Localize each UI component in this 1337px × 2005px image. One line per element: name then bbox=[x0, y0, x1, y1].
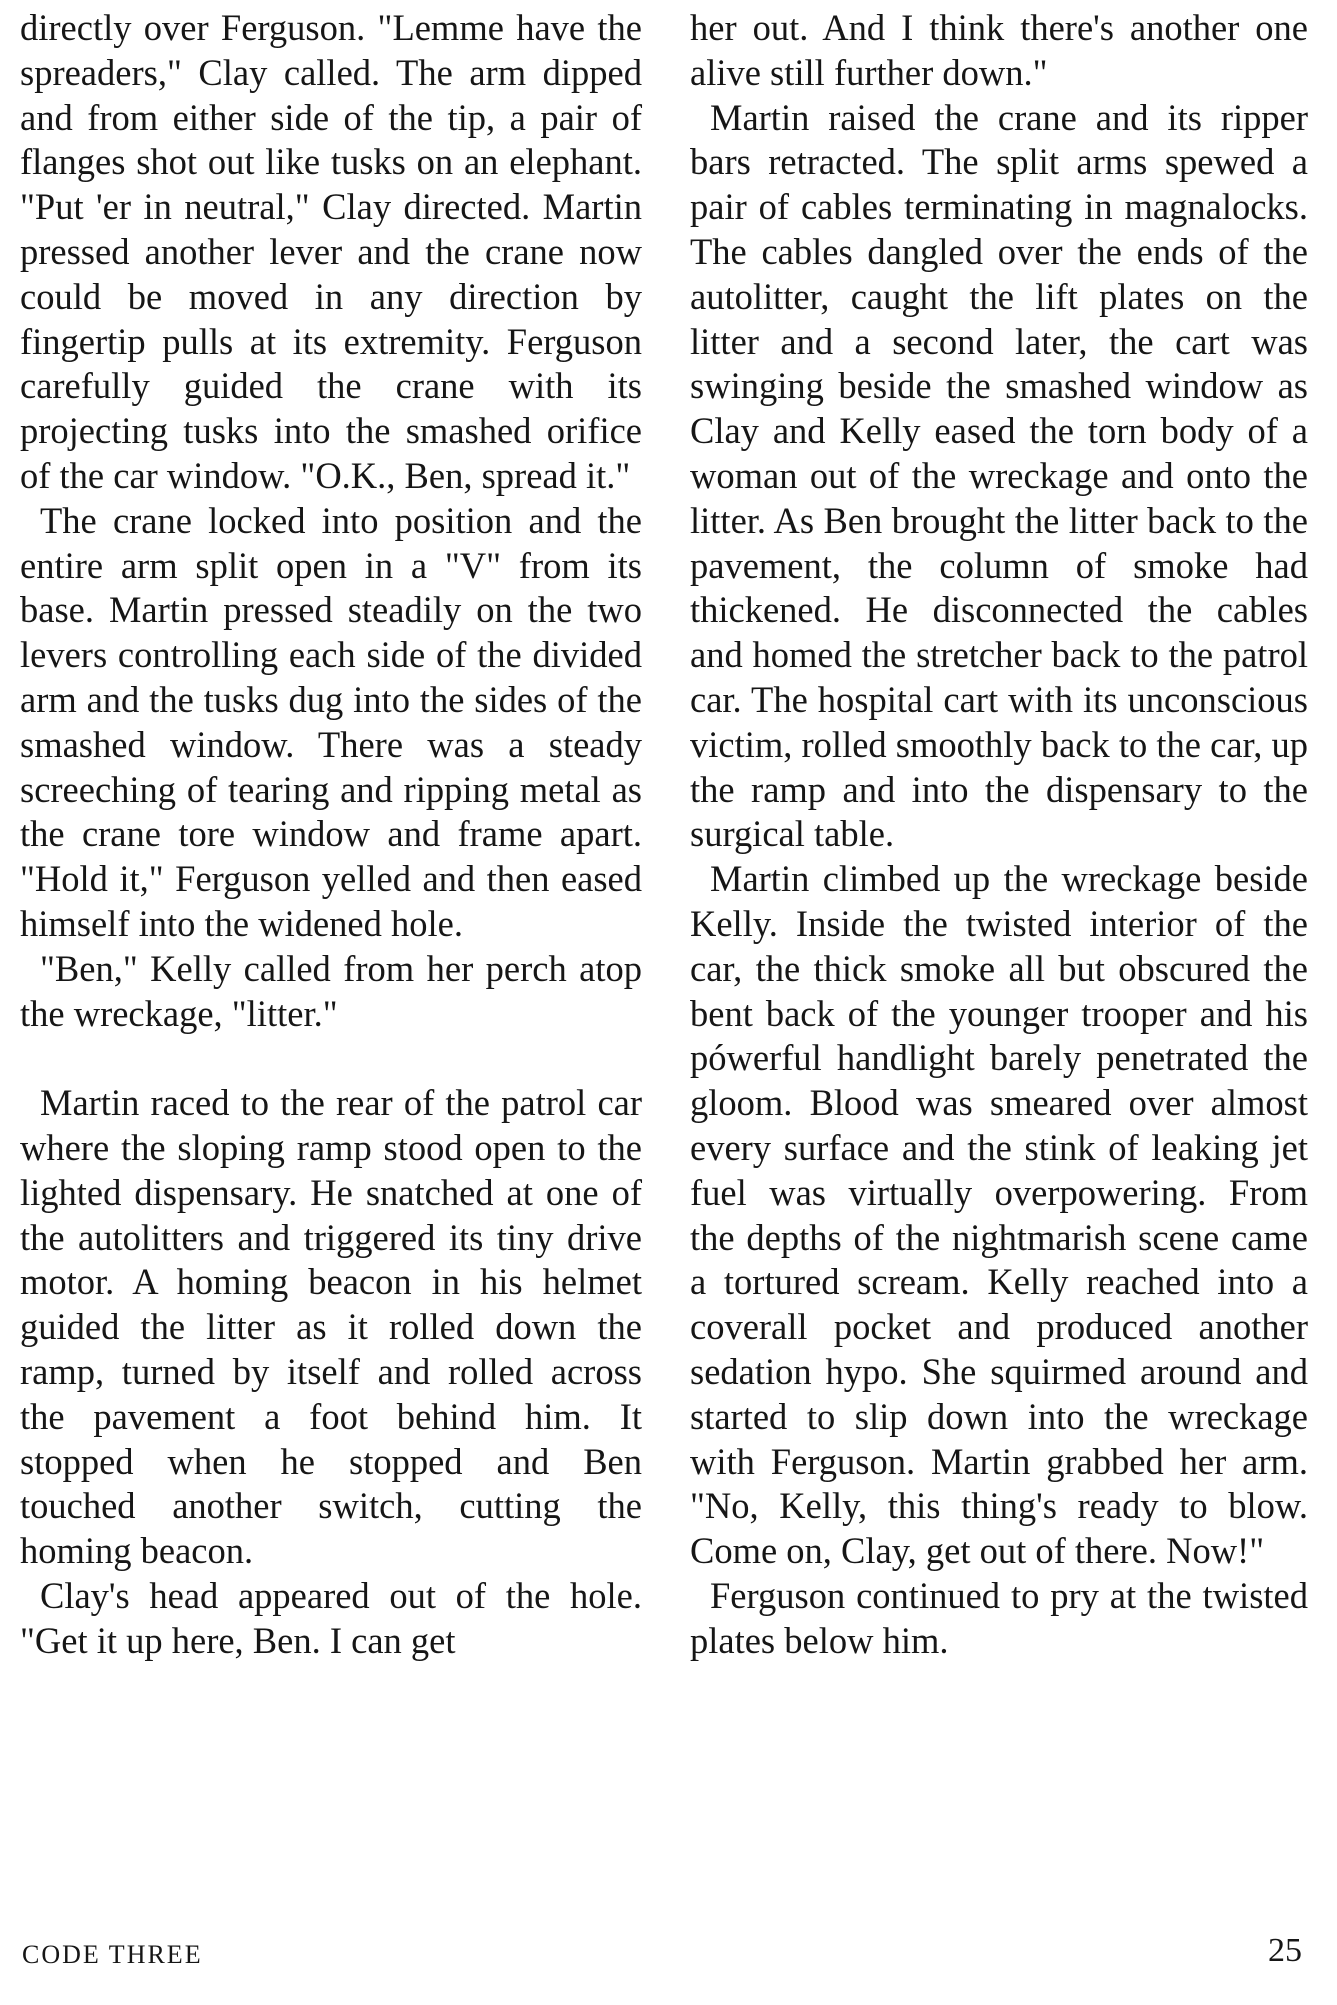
paragraph: The crane locked into position and the entire arm split open in a "V" from its base. Martin pressed steadily on the two levers controlling each side of the divided arm and the tusks dug into the sides of the smashed window. There was a steady screeching of tearing and ripping metal as the crane tore window and frame apart. "Hold it," Ferguson yelled and then eased himself into the widened hole. bbox=[20, 499, 642, 944]
left-text-column bbox=[20, 6, 642, 1663]
running-title: CODE THREE bbox=[22, 1940, 203, 1969]
page-number: 25 bbox=[1268, 1932, 1302, 1969]
paragraph: Ferguson continued to pry at the twisted plates below him. bbox=[690, 1574, 1308, 1661]
right-text-column bbox=[690, 6, 1308, 1663]
paragraph: Martin climbed up the wreckage beside Kelly. Inside the twisted interior of the car, the thick smoke all but obscured the bent back of the younger trooper and his pówerful handlight barely penetrated the gloom. Blood was smeared over almost every surface and the stink of leaking jet fuel was virtually overpowering. From the depths of the nightmarish scene came a tortured scream. Kelly reached into a coverall pocket and produced another sedation hypo. She squirmed around and started to slip down into the wreckage with Ferguson. Martin grabbed her arm. "No, Kelly, this thing's ready to blow. Come on, Clay, get out of there. Now!" bbox=[690, 858, 1308, 1572]
paragraph: Clay's head appeared out of the hole. "Get it up here, Ben. I can get bbox=[20, 1574, 642, 1661]
paragraph: Martin raised the crane and its ripper bars retracted. The split arms spewed a pair of cables terminating in magnalocks. The cables dangled over the ends of the autolitter, caught the lift plates on the litter and a second later, the cart was swinging beside the smashed window as Clay and Kelly eased the torn body of a woman out of the wreckage and onto the litter. As Ben brought the litter back to the pavement, the column of smoke had thickened. He disconnected the cables and homed the stretcher back to the patrol car. The hospital cart with its unconscious victim, rolled smoothly back to the car, up the ramp and into the dispensary to the surgical table. bbox=[690, 96, 1308, 855]
paragraph: Martin raced to the rear of the patrol car where the sloping ramp stood open to the lighted dispensary. He snatched at one of the autolitters and triggered its tiny drive motor. A homing beacon in his helmet guided the litter as it rolled down the ramp, turned by itself and rolled across the pavement a foot behind him. It stopped when he stopped and Ben touched another switch, cutting the homing beacon. bbox=[20, 1082, 642, 1572]
paragraph: directly over Ferguson. "Lemme have the spreaders," Clay called. The arm dipped and from either side of the tip, a pair of flanges shot out like tusks on an elephant. "Put 'er in neutral," Clay directed. Martin pressed another lever and the crane now could be moved in any direction by fingertip pulls at its extremity. Ferguson carefully guided the crane with its projecting tusks into the smashed orifice of the car window. "O.K., Ben, spread it." bbox=[20, 7, 642, 496]
paragraph: her out. And I think there's another one alive still further down." bbox=[690, 7, 1308, 93]
paragraph: "Ben," Kelly called from her perch atop the wreckage, "litter." bbox=[20, 947, 642, 1034]
